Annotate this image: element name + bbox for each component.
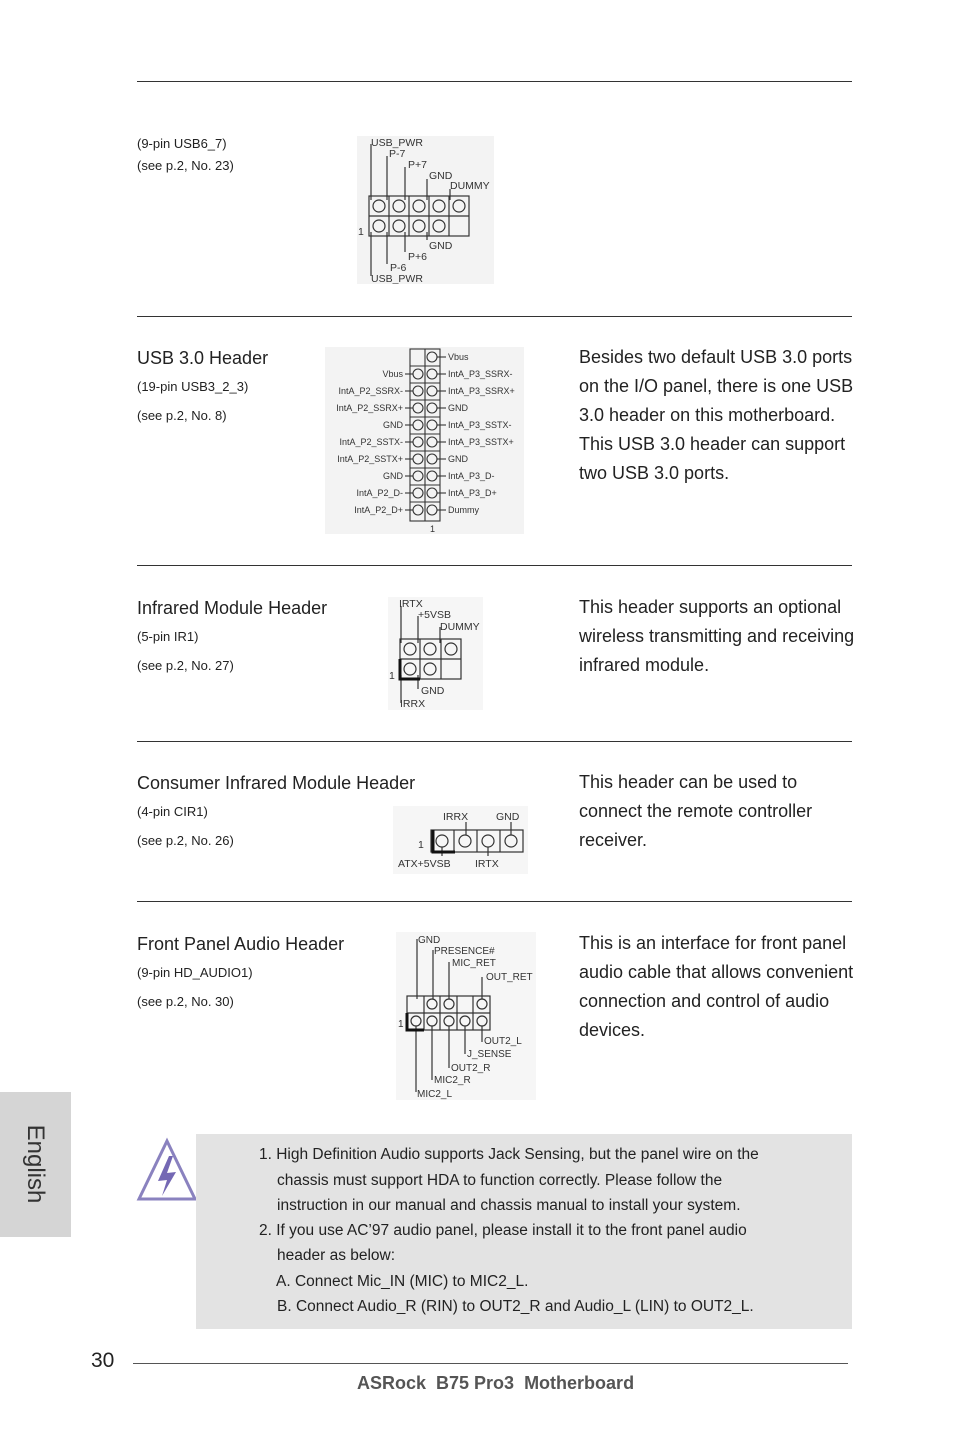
- cir-irtx-label: IRTX: [475, 858, 499, 870]
- audio-note-box: [196, 1134, 852, 1329]
- usb3-right-label: Vbus: [448, 352, 469, 362]
- usb3-left-label: GND: [383, 420, 403, 430]
- cir-irrx-label: IRRX: [443, 811, 469, 823]
- note-line: header as below:: [277, 1247, 396, 1264]
- ir-irrx-label: IRRX: [400, 698, 426, 710]
- usb3-right-label: IntA_P3_SSTX-: [448, 420, 512, 430]
- usb3-right-label: GND: [448, 454, 468, 464]
- usb3-left-label: IntA_P2_SSTX+: [337, 454, 403, 464]
- usb3-left-label: Vbus: [382, 369, 403, 379]
- cir-pin-label: (4-pin CIR1): [137, 804, 208, 819]
- usb3-left-label: IntA_P2_D+: [354, 505, 403, 515]
- ir-5vsb-label: +5VSB: [418, 609, 451, 621]
- audio-description: This is an interface for front panel audio cable that allows convenient connection and control of audio devices.: [579, 933, 854, 1040]
- section-rule: [137, 316, 852, 317]
- note-line: instruction in our manual and chassis manual to install your system.: [277, 1197, 741, 1214]
- usb3-right-label: IntA_P3_SSTX+: [448, 437, 514, 447]
- audio-bottom-label: J_SENSE: [467, 1049, 512, 1060]
- usb2-top-label: DUMMY: [450, 180, 490, 192]
- audio-top-label: PRESENCE#: [434, 946, 495, 957]
- usb2-top-label: USB_PWR: [371, 137, 423, 149]
- usb3-header-diagram: [325, 347, 524, 534]
- usb2-bottom-label: P-6: [390, 262, 407, 274]
- footer-product-name: ASRock B75 Pro3 Motherboard: [357, 1373, 635, 1393]
- note-line: B. Connect Audio_R (RIN) to OUT2_R and Audio_L (LIN) to OUT2_L.: [277, 1298, 754, 1315]
- audio-top-label: MIC_RET: [452, 958, 496, 969]
- usb2-top-label: P-7: [389, 148, 406, 160]
- usb3-right-label: GND: [448, 403, 468, 413]
- usb3-right-label: IntA_P3_SSRX+: [448, 386, 515, 396]
- section-rule: [137, 901, 852, 902]
- usb3-left-label: IntA_P2_SSTX-: [339, 437, 403, 447]
- usb2-bottom-label: P+6: [408, 251, 427, 263]
- note-line: A. Connect Mic_IN (MIC) to MIC2_L.: [276, 1273, 529, 1290]
- language-tab-label: English: [22, 1124, 49, 1204]
- ir-pin1-label: 1: [389, 670, 395, 682]
- usb3-pin-label: (19-pin USB3_2_3): [137, 379, 249, 394]
- note-line: chassis must support HDA to function correctly. Please follow the: [277, 1172, 723, 1189]
- usb2-pin1-label: 1: [358, 226, 364, 238]
- usb3-page-ref: (see p.2, No. 8): [137, 408, 227, 423]
- audio-header-title: Front Panel Audio Header: [137, 934, 345, 954]
- audio-bottom-label: OUT2_R: [451, 1063, 491, 1074]
- usb3-left-label: GND: [383, 471, 403, 481]
- audio-top-label: GND: [418, 935, 441, 946]
- usb2-bottom-label: USB_PWR: [371, 273, 423, 284]
- usb3-left-label: IntA_P2_SSRX-: [338, 386, 403, 396]
- audio-pin1-label: 1: [398, 1019, 404, 1030]
- audio-pin-label: (9-pin HD_AUDIO1): [137, 965, 253, 980]
- warning-icon: [135, 1136, 199, 1204]
- cir-description: This header can be used to connect the remote controller receiver.: [579, 772, 813, 850]
- ir-header-diagram: [388, 597, 483, 710]
- ir-gnd-label: GND: [421, 685, 445, 697]
- audio-top-label: OUT_RET: [486, 972, 533, 983]
- usb2-header-diagram: [357, 136, 494, 284]
- cir-pin1-label: 1: [418, 839, 424, 851]
- cir-header-diagram: [393, 806, 528, 874]
- usb3-pin1-label: 1: [430, 524, 436, 534]
- usb2-page-ref: (see p.2, No. 23): [137, 158, 234, 173]
- note-line: 2. If you use AC’97 audio panel, please install it to the front panel audio: [259, 1222, 747, 1239]
- usb2-top-label: GND: [429, 170, 453, 182]
- footer-rule: [133, 1363, 848, 1364]
- ir-pin-label: (5-pin IR1): [137, 629, 199, 644]
- cir-page-ref: (see p.2, No. 26): [137, 833, 234, 848]
- audio-bottom-label: OUT2_L: [484, 1036, 522, 1047]
- ir-description: This header supports an optional wireless transmitting and receiving infrared module.: [579, 597, 855, 675]
- page-number: 30: [91, 1349, 115, 1372]
- audio-header-diagram: [396, 932, 536, 1100]
- ir-irtx-label: IRTX: [399, 598, 423, 610]
- audio-page-ref: (see p.2, No. 30): [137, 994, 234, 1009]
- note-line: 1. High Definition Audio supports Jack Sensing, but the panel wire on the: [259, 1146, 759, 1163]
- language-tab: [0, 1092, 71, 1237]
- cir-atx5vsb-label: ATX+5VSB: [398, 858, 451, 870]
- usb3-right-label: IntA_P3_SSRX-: [448, 369, 513, 379]
- usb2-top-label: P+7: [408, 159, 427, 171]
- ir-page-ref: (see p.2, No. 27): [137, 658, 234, 673]
- section-rule: [137, 741, 852, 742]
- ir-header-title: Infrared Module Header: [137, 598, 328, 618]
- usb3-right-label: Dummy: [448, 505, 479, 515]
- audio-bottom-label: MIC2_R: [434, 1075, 471, 1086]
- usb3-description: Besides two default USB 3.0 ports on the I/O panel, there is one USB 3.0 header on this motherboard. This USB 3.0 header can support two USB 3.0 ports.: [579, 347, 854, 483]
- cir-header-title: Consumer Infrared Module Header: [137, 773, 416, 793]
- usb3-right-label: IntA_P3_D-: [448, 471, 495, 481]
- usb3-header-title: USB 3.0 Header: [137, 348, 269, 368]
- audio-bottom-label: MIC2_L: [417, 1089, 453, 1100]
- top-rule: [137, 81, 852, 82]
- usb3-left-label: IntA_P2_D-: [356, 488, 403, 498]
- usb2-bottom-label: GND: [429, 240, 453, 252]
- section-rule: [137, 565, 852, 566]
- usb2-pin-label: (9-pin USB6_7): [137, 136, 227, 151]
- ir-dummy-label: DUMMY: [440, 621, 480, 633]
- usb3-right-label: IntA_P3_D+: [448, 488, 497, 498]
- usb3-left-label: IntA_P2_SSRX+: [336, 403, 403, 413]
- cir-gnd-label: GND: [496, 811, 520, 823]
